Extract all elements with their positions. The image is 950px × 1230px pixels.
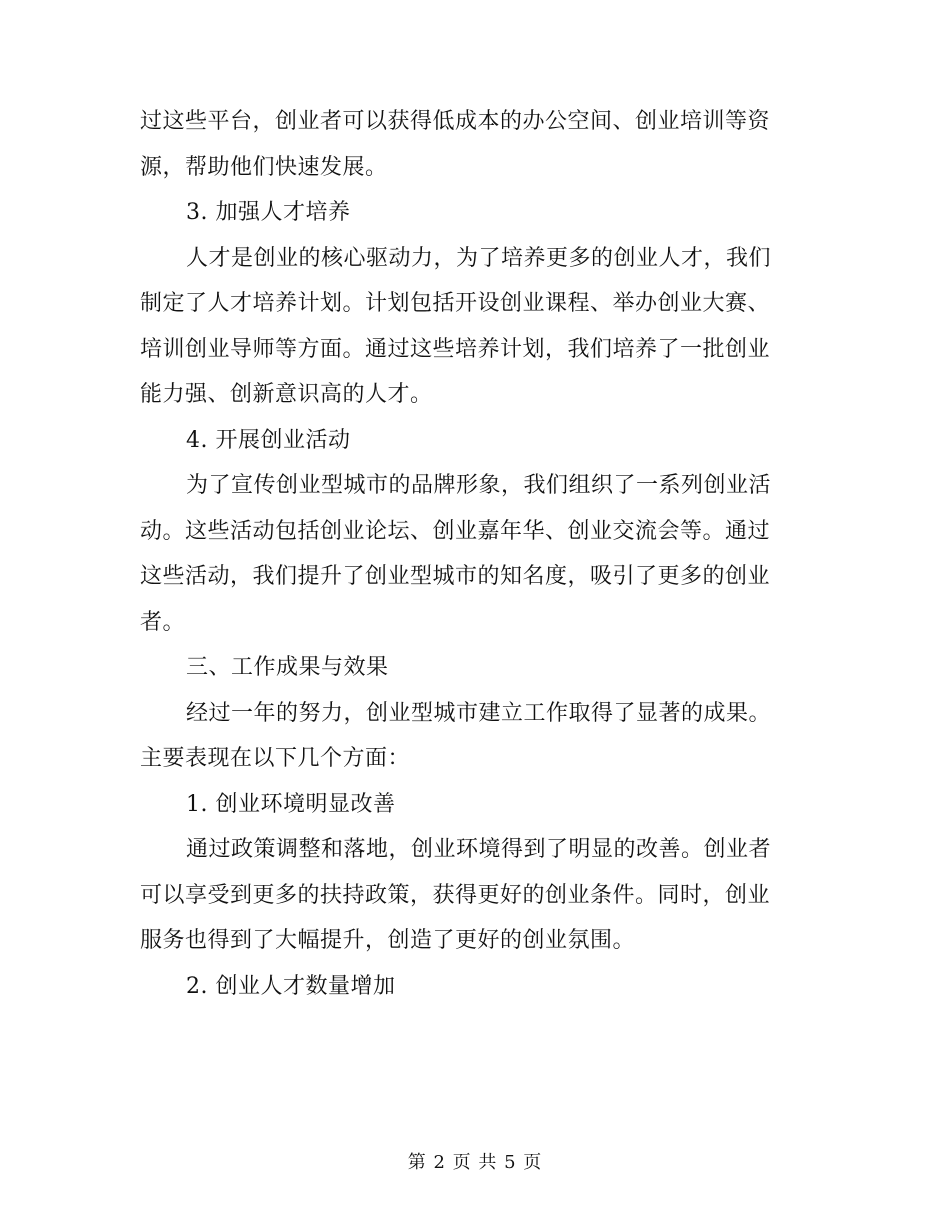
body-text-line: 服务也得到了大幅提升，创造了更好的创业氛围。 <box>140 928 636 953</box>
body-text-line: 人才是创业的核心驱动力，为了培养更多的创业人才，我们 <box>186 246 772 271</box>
body-text-line: 主要表现在以下几个方面： <box>140 746 411 771</box>
body-text-line: 过这些平台，创业者可以获得低成本的办公空间、创业培训等资 <box>140 109 771 134</box>
section-heading: 3. 加强人才培养 <box>186 200 351 225</box>
body-text-line: 源，帮助他们快速发展。 <box>140 155 388 180</box>
body-text-line: 培训创业导师等方面。通过这些培养计划，我们培养了一批创业 <box>140 337 771 362</box>
section-heading: 三、工作成果与效果 <box>186 655 389 680</box>
body-text-line: 可以享受到更多的扶持政策，获得更好的创业条件。同时，创业 <box>140 883 771 908</box>
section-heading: 2. 创业人才数量增加 <box>186 974 396 999</box>
body-text-line: 通过政策调整和落地，创业环境得到了明显的改善。创业者 <box>186 837 772 862</box>
section-heading: 1. 创业环境明显改善 <box>186 792 396 817</box>
body-text-line: 能力强、创新意识高的人才。 <box>140 382 433 407</box>
body-text-line: 为了宣传创业型城市的品牌形象，我们组织了一系列创业活 <box>186 473 772 498</box>
page-footer: 第 2 页 共 5 页 <box>407 1152 543 1173</box>
body-text-line: 经过一年的努力，创业型城市建立工作取得了显著的成果。 <box>186 701 772 726</box>
body-text-line: 这些活动，我们提升了创业型城市的知名度，吸引了更多的创业 <box>140 564 771 589</box>
body-text-line: 制定了人才培养计划。计划包括开设创业课程、举办创业大赛、 <box>140 291 771 316</box>
body-text-line: 动。这些活动包括创业论坛、创业嘉年华、创业交流会等。通过 <box>140 519 771 544</box>
section-heading: 4. 开展创业活动 <box>186 428 351 453</box>
body-text-line: 者。 <box>140 610 186 635</box>
